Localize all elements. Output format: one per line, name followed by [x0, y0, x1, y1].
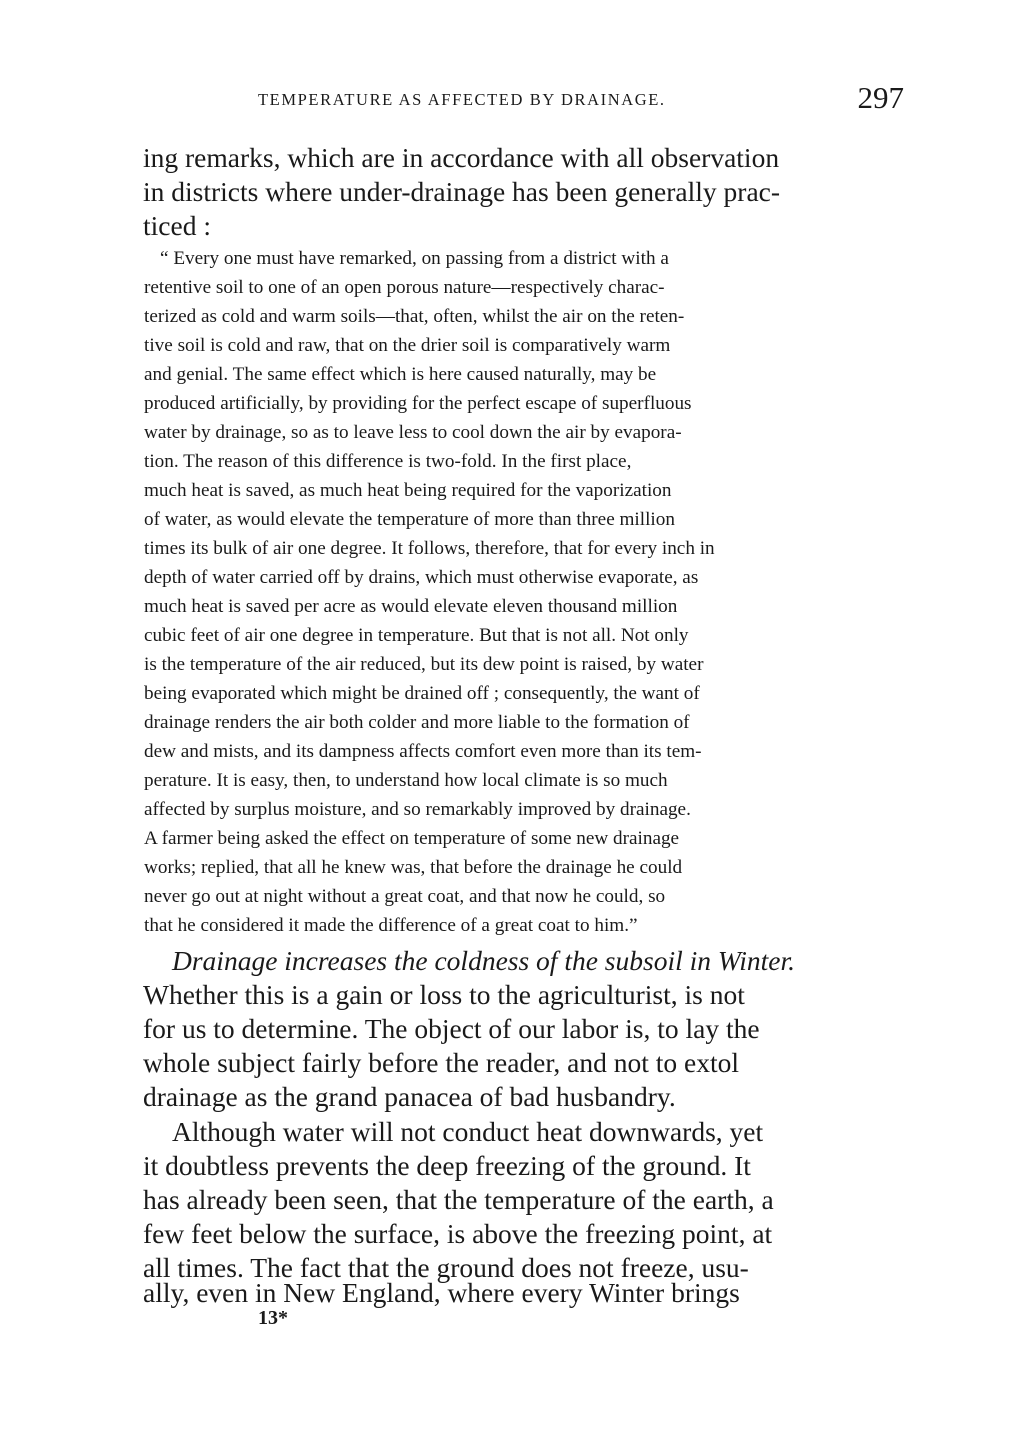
quote-line: depth of water carried off by drains, which must otherwise evaporate, as — [144, 567, 699, 588]
quote-line: times its bulk of air one degree. It follows, therefore, that for every inch in — [144, 538, 715, 559]
quote-line: dew and mists, and its dampness affects comfort even more than its tem- — [144, 741, 702, 762]
quote-line: affected by surplus moisture, and so remarkably improved by drainage. — [144, 799, 691, 820]
text-line: few feet below the surface, is above the freezing point, at — [143, 1218, 773, 1249]
signature-mark: 13* — [258, 1307, 288, 1329]
running-head — [258, 80, 908, 118]
quote-line: retentive soil to one of an open porous nature—respectively charac- — [144, 277, 665, 298]
quote-line: drainage renders the air both colder and more liable to the formation of — [144, 712, 690, 733]
quote-line: much heat is saved, as much heat being required for the vaporization — [144, 480, 672, 501]
quote-line: never go out at night without a great coat, and that now he could, so — [144, 886, 666, 907]
quote-line: water by drainage, so as to leave less to cool down the air by evapora- — [144, 422, 682, 443]
quote-line: being evaporated which might be drained off ; consequently, the want of — [144, 683, 700, 704]
text-line: it doubtless prevents the deep freezing of the ground. It — [143, 1150, 751, 1181]
quote-line: terized as cold and warm soils—that, often, whilst the air on the reten- — [144, 306, 685, 327]
quote-line: and genial. The same effect which is here caused naturally, may be — [144, 364, 657, 385]
page-number: 297 — [857, 80, 904, 115]
quote-line: is the temperature of the air reduced, but its dew point is raised, by water — [144, 654, 704, 675]
quote-line: tion. The reason of this difference is two-fold. In the first place, — [144, 451, 632, 472]
quote-line: A farmer being asked the effect on temperature of some new drainage — [144, 828, 680, 849]
text-line: in districts where under-drainage has been generally prac- — [143, 176, 781, 207]
running-title: TEMPERATURE AS AFFECTED BY DRAINAGE. — [258, 90, 666, 109]
text-line: Whether this is a gain or loss to the agriculturist, is not — [143, 979, 745, 1010]
quote-line: much heat is saved per acre as would elevate eleven thousand million — [144, 596, 678, 617]
text-line: ally, even in New England, where every Winter brings — [143, 1277, 740, 1308]
text-line: ticed : — [143, 210, 211, 241]
quote-line: tive soil is cold and raw, that on the drier soil is comparatively warm — [144, 335, 671, 356]
text-line: has already been seen, that the temperature of the earth, a — [143, 1184, 774, 1215]
text-line: ing remarks, which are in accordance with all observation — [143, 142, 780, 173]
italic-heading: Drainage increases the coldness of the subsoil in Winter. — [172, 945, 796, 976]
quote-line: produced artificially, by providing for the perfect escape of superfluous — [144, 393, 692, 414]
quote-line: of water, as would elevate the temperature of more than three million — [144, 509, 675, 530]
quote-line: works; replied, that all he knew was, that before the drainage he could — [144, 857, 683, 878]
quote-line: perature. It is easy, then, to understand how local climate is so much — [144, 770, 668, 791]
text-line: whole subject fairly before the reader, and not to extol — [143, 1047, 740, 1078]
text-line: drainage as the grand panacea of bad husbandry. — [143, 1081, 676, 1112]
text-line: all times. The fact that the ground does not freeze, usu- — [143, 1252, 749, 1283]
text-line: for us to determine. The object of our labor is, to lay the — [143, 1013, 760, 1044]
quote-line: that he considered it made the difference of a great coat to him.” — [144, 915, 638, 936]
text-line: Although water will not conduct heat downwards, yet — [172, 1116, 764, 1147]
quote-line: cubic feet of air one degree in temperature. But that is not all. Not only — [144, 625, 689, 646]
quote-line: “ Every one must have remarked, on passing from a district with a — [160, 248, 669, 269]
